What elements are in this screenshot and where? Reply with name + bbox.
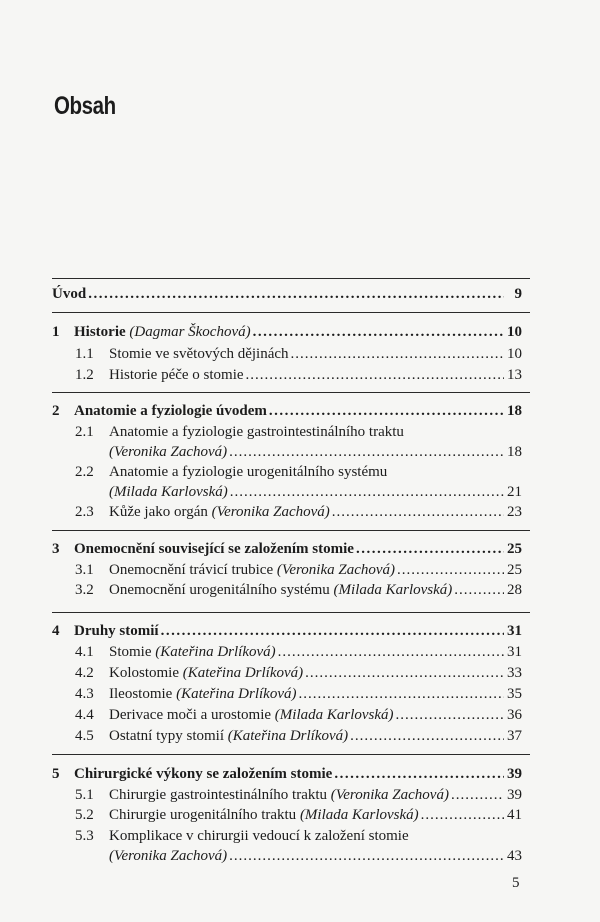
toc-entry-label: Kůže jako orgán (Veronika Zachová) — [109, 504, 330, 520]
toc-entry-label: Chirurgie gastrointestinálního traktu (Veronika Zachová) — [109, 787, 449, 803]
toc-entry-page: 23 — [507, 504, 522, 520]
toc-entry-number: 4 — [52, 623, 60, 639]
toc-entry-5-3-line2 — [109, 847, 522, 865]
leader-dots — [332, 503, 504, 521]
toc-entry-author: (Veronika Zachová) — [109, 444, 228, 460]
toc-entry-number: 4.5 — [75, 728, 94, 744]
toc-entry-author: (Milada Karlovská) — [299, 807, 419, 823]
toc-entry-number: 4.1 — [75, 644, 94, 660]
toc-entry-number: 2 — [52, 403, 60, 419]
toc-entry-number: 1 — [52, 324, 60, 340]
toc-entry-3-2 — [75, 581, 522, 599]
leader-dots — [229, 443, 504, 461]
toc-entry-label: Anatomie a fyziologie gastrointestinálního traktu — [109, 424, 404, 440]
leader-dots — [454, 581, 504, 599]
toc-entry-label: Onemocnění trávicí trubice (Veronika Zachová) — [109, 562, 396, 578]
section-rule — [52, 312, 530, 313]
toc-entry-4-3 — [75, 685, 522, 703]
toc-entry-page: 31 — [507, 644, 522, 660]
toc-entry-number: 2.2 — [75, 464, 94, 480]
toc-entry-label: Historie péče o stomie — [109, 367, 244, 383]
toc-entry-number: 3.1 — [75, 562, 94, 578]
toc-entry-4-2 — [75, 664, 522, 682]
toc-entry-2-2-line1 — [75, 463, 522, 481]
toc-entry-label: Anatomie a fyziologie úvodem — [74, 403, 267, 419]
toc-entry-label: Úvod — [52, 286, 87, 302]
toc-entry-number: 1.2 — [75, 367, 94, 383]
toc-entry-label: Derivace moči a urostomie (Milada Karlovská) — [109, 707, 394, 723]
toc-entry-label: Druhy stomií — [74, 623, 159, 639]
toc-entry-uvod — [52, 285, 522, 303]
toc-entry-label: Kolostomie (Kateřina Drlíková) — [109, 665, 304, 681]
leader-dots — [269, 402, 504, 420]
toc-entry-page: 18 — [507, 444, 522, 460]
section-rule — [52, 278, 530, 279]
toc-entry-page: 10 — [507, 346, 522, 362]
leader-dots — [88, 285, 504, 303]
toc-entry-page: 33 — [507, 665, 522, 681]
toc-entry-page: 37 — [507, 728, 522, 744]
toc-entry-label: Ostatní typy stomií (Kateřina Drlíková) — [109, 728, 349, 744]
toc-entry-2-3 — [75, 503, 522, 521]
section-rule — [52, 392, 530, 393]
leader-dots — [334, 765, 504, 783]
toc-entry-5-1 — [75, 786, 522, 804]
toc-entry-number: 5.3 — [75, 828, 94, 844]
toc-entry-1-2 — [75, 366, 522, 384]
toc-entry-label: Onemocnění související se založením stomie — [74, 541, 354, 557]
toc-entry-number: 5 — [52, 766, 60, 782]
toc-entry-author: (Dagmar Škochová) — [129, 324, 251, 340]
toc-entry-number: 4.2 — [75, 665, 94, 681]
toc-entry-page: 13 — [507, 367, 522, 383]
toc-entry-page: 39 — [507, 766, 522, 782]
toc-entry-4-4 — [75, 706, 522, 724]
leader-dots — [298, 685, 504, 703]
leader-dots — [278, 643, 504, 661]
toc-entry-page: 28 — [507, 582, 522, 598]
toc-entry-number: 5.2 — [75, 807, 94, 823]
leader-dots — [451, 786, 504, 804]
toc-entry-label: Chirurgické výkony se založením stomie — [74, 766, 333, 782]
leader-dots — [350, 727, 504, 745]
toc-entry-label: Stomie ve světových dějinách — [109, 346, 289, 362]
toc-entry-2-2-line2 — [109, 483, 522, 501]
toc-entry-label: Komplikace v chirurgii vedoucí k založení stomie — [109, 828, 409, 844]
toc-entry-page: 9 — [514, 286, 522, 302]
toc-entry-author: (Veronika Zachová) — [330, 787, 449, 803]
toc-entry-4-1 — [75, 643, 522, 661]
toc-entry-label: Ileostomie (Kateřina Drlíková) — [109, 686, 297, 702]
toc-entry-author: (Veronika Zachová) — [276, 562, 396, 578]
leader-dots — [421, 806, 504, 824]
toc-entry-page: 39 — [507, 787, 522, 803]
toc-entry-page: 21 — [507, 484, 522, 500]
leader-dots — [305, 664, 504, 682]
toc-entry-author: (Kateřina Drlíková) — [155, 644, 276, 660]
leader-dots — [246, 366, 504, 384]
toc-entry-5-3-line1 — [75, 827, 522, 845]
toc-entry-chapter-3 — [52, 540, 522, 558]
section-rule — [52, 754, 530, 755]
toc-entry-page: 25 — [507, 562, 522, 578]
toc-entry-chapter-1 — [52, 323, 522, 341]
toc-entry-page: 43 — [507, 848, 522, 864]
leader-dots — [356, 540, 504, 558]
toc-entry-author: (Milada Karlovská) — [274, 707, 394, 723]
toc-entry-page: 35 — [507, 686, 522, 702]
toc-entry-label: Chirurgie urogenitálního traktu (Milada Karlovská) — [109, 807, 419, 823]
toc-entry-label: Stomie (Kateřina Drlíková) — [109, 644, 276, 660]
toc-entry-number: 1.1 — [75, 346, 94, 362]
toc-entry-author: (Kateřina Drlíková) — [227, 728, 349, 744]
page-title: Obsah — [54, 92, 116, 120]
leader-dots — [397, 561, 504, 579]
toc-entry-2-1-line2 — [109, 443, 522, 461]
section-rule — [52, 612, 530, 613]
toc-entry-label: Anatomie a fyziologie urogenitálního systému — [109, 464, 388, 480]
toc-entry-page: 10 — [507, 324, 522, 340]
toc-entry-page: 18 — [507, 403, 522, 419]
toc-entry-page: 36 — [507, 707, 522, 723]
toc-entry-page: 31 — [507, 623, 522, 639]
toc-entry-label: Onemocnění urogenitálního systému (Milada Karlovská) — [109, 582, 453, 598]
toc-entry-chapter-5 — [52, 765, 522, 783]
leader-dots — [161, 622, 504, 640]
toc-entry-author: (Milada Karlovská) — [333, 582, 453, 598]
toc-entry-number: 5.1 — [75, 787, 94, 803]
leader-dots — [396, 706, 504, 724]
toc-entry-3-1 — [75, 561, 522, 579]
toc-entry-page: 41 — [507, 807, 522, 823]
leader-dots — [230, 483, 504, 501]
toc-entry-author: (Milada Karlovská) — [109, 484, 228, 500]
toc-entry-page: 25 — [507, 541, 522, 557]
toc-entry-author: (Kateřina Drlíková) — [176, 686, 297, 702]
toc-entry-number: 3.2 — [75, 582, 94, 598]
leader-dots — [229, 847, 504, 865]
toc-entry-chapter-4 — [52, 622, 522, 640]
toc-entry-number: 3 — [52, 541, 60, 557]
section-rule — [52, 530, 530, 531]
toc-entry-1-1 — [75, 345, 522, 363]
toc-entry-label: Historie (Dagmar Škochová) — [74, 324, 251, 340]
page-number: 5 — [512, 875, 520, 891]
toc-entry-2-1-line1 — [75, 423, 522, 441]
toc-entry-4-5 — [75, 727, 522, 745]
toc-entry-chapter-2 — [52, 402, 522, 420]
toc-entry-author: (Veronika Zachová) — [211, 504, 330, 520]
toc-entry-number: 4.4 — [75, 707, 94, 723]
toc-entry-author: (Kateřina Drlíková) — [182, 665, 304, 681]
toc-entry-number: 4.3 — [75, 686, 94, 702]
toc-entry-number: 2.1 — [75, 424, 94, 440]
leader-dots — [253, 323, 504, 341]
toc-entry-author: (Veronika Zachová) — [109, 848, 228, 864]
leader-dots — [291, 345, 504, 363]
toc-entry-5-2 — [75, 806, 522, 824]
toc-entry-number: 2.3 — [75, 504, 94, 520]
